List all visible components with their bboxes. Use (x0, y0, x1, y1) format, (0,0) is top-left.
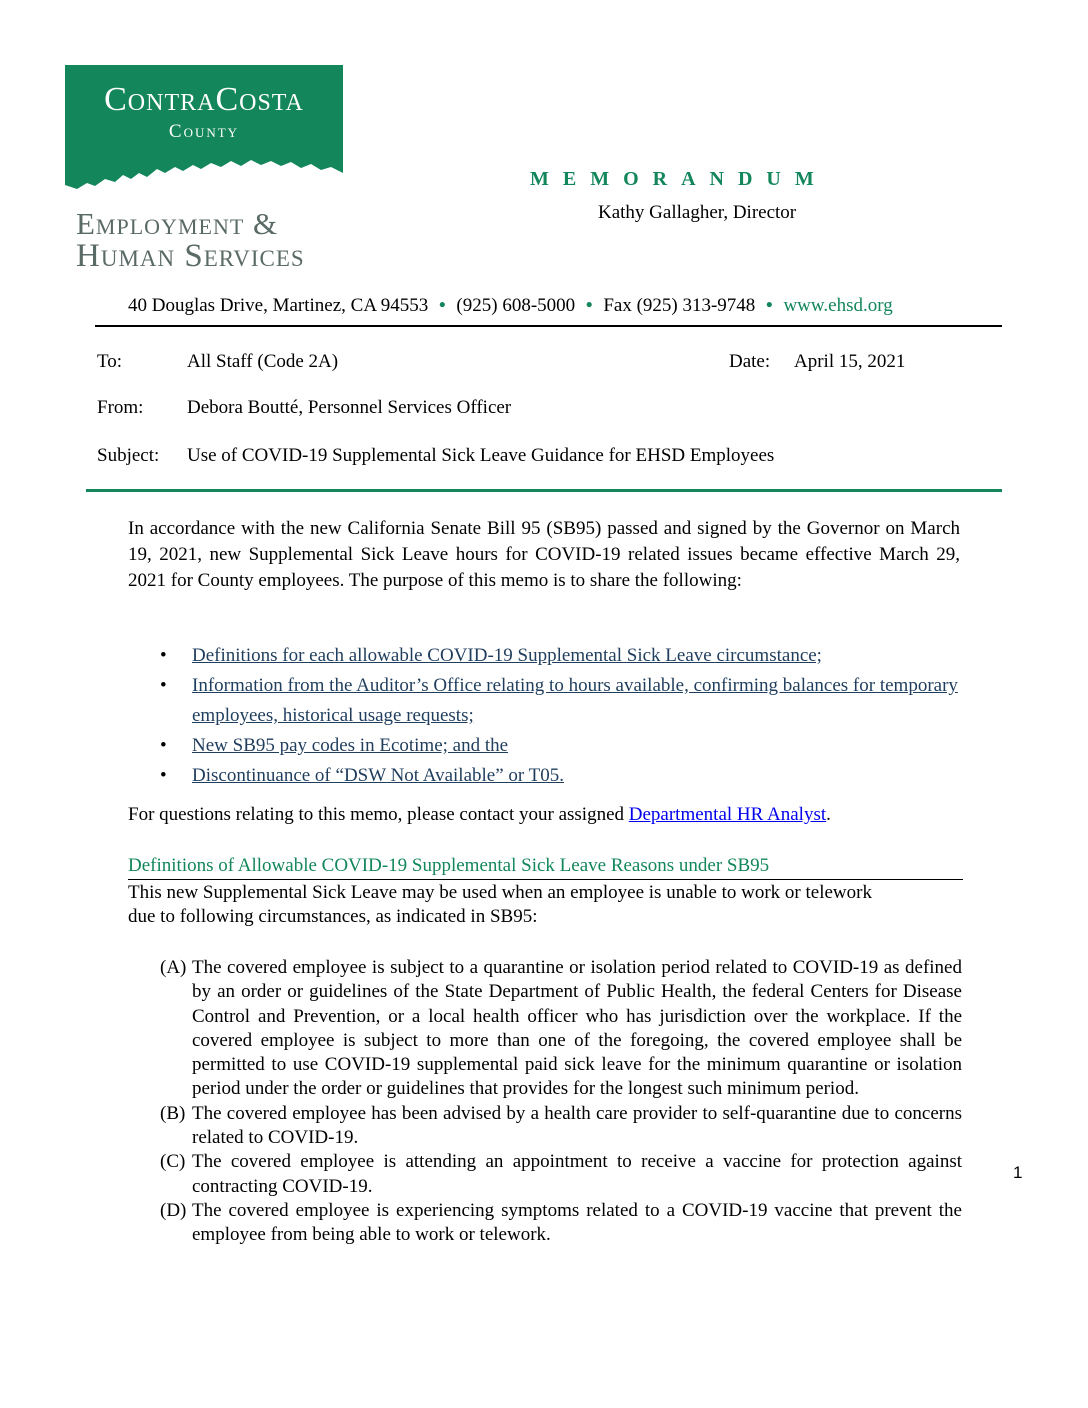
from-value: Debora Boutté, Personnel Services Officer (187, 397, 512, 418)
reason-text: The covered employee is subject to a quarantine or isolation period related to COVID-19 as defined by an order or guidelines of the State Department of Public Health, the federal Centers for Disease Control and Prevention, or a local health officer who has jurisdiction over the workplace. If the covered employee is subject to more than one of the foregoing, the covered employee shall be permitted to use COVID-19 supplemental paid sick leave for the minimum quarantine or isolation period under the order or guidelines that provides for the longest such minimum period. (192, 957, 962, 1100)
divider-thin (128, 879, 963, 880)
hr-analyst-link[interactable]: Departmental HR Analyst (628, 804, 827, 825)
reason-item (160, 956, 962, 1102)
reason-text: The covered employee is experiencing symptoms related to a COVID-19 vaccine that prevent the employee from being able to work or telework. (192, 1199, 962, 1246)
list-item (160, 671, 960, 731)
topic-link-discontinuance[interactable]: Discontinuance of “DSW Not Available” or T05. (192, 765, 564, 786)
separator-dot: • (439, 295, 446, 316)
subject-value: Use of COVID-19 Supplemental Sick Leave Guidance for EHSD Employees (187, 445, 775, 466)
list-item (160, 731, 960, 761)
reason-label: (B) (160, 1102, 186, 1124)
to-value: All Staff (Code 2A) (187, 351, 339, 372)
reason-label: (C) (160, 1151, 186, 1173)
topic-link-definitions[interactable]: Definitions for each allowable COVID-19 Supplemental Sick Leave circumstance; (192, 645, 822, 666)
reason-item (160, 1150, 962, 1199)
reason-item (160, 1199, 962, 1248)
topic-link-auditor-info[interactable]: Information from the Auditor’s Office relating to hours available, confirming balances for temporary employees, historical usage requests; (192, 675, 958, 726)
logo-text-contra-costa: ContraCosta (104, 81, 304, 118)
date-label: Date: (729, 351, 771, 372)
logo-text-human-services: Human Services (76, 238, 305, 274)
topics-list (160, 641, 960, 791)
bullet-icon: • (160, 675, 167, 696)
bullet-icon: • (160, 735, 167, 756)
definitions-heading: Definitions of Allowable COVID-19 Supplemental Sick Leave Reasons under SB95 (128, 855, 770, 876)
memo-title: MEMORANDUM (530, 168, 828, 190)
reason-label: (A) (160, 957, 187, 978)
from-label: From: (97, 397, 144, 418)
website-link[interactable]: www.ehsd.org (783, 295, 893, 316)
date-value: April 15, 2021 (794, 351, 906, 372)
bullet-icon: • (160, 765, 167, 786)
questions-end: . (826, 804, 831, 825)
separator-dot: • (585, 295, 593, 316)
intro-paragraph: In accordance with the new California Senate Bill 95 (SB95) passed and signed by the Governor on March 19, 2021, new Supplemental Sick Leave hours for COVID-19 related issues became effective March 29, 2021 for County employees. The purpose of this memo is to share the following: (128, 518, 960, 591)
bullet-icon: • (160, 645, 167, 666)
questions-line (128, 804, 831, 826)
logo-text-county: County (168, 121, 240, 142)
director-name: Kathy Gallagher, Director (598, 202, 797, 223)
subject-label: Subject: (97, 445, 160, 466)
reason-text: The covered employee is attending an appointment to receive a vaccine for protection against contracting COVID-19. (192, 1151, 962, 1197)
to-label: To: (97, 351, 123, 372)
logo-text-employment: Employment & (76, 206, 279, 241)
street-address: 40 Douglas Drive, Martinez, CA 94553 (128, 295, 429, 316)
county-logo (65, 65, 343, 205)
page-number: 1 (1013, 1163, 1023, 1182)
list-item (160, 761, 960, 791)
reason-text: The covered employee has been advised by a health care provider to self-quarantine due to concerns related to COVID-19. (192, 1102, 962, 1149)
topic-link-pay-codes[interactable]: New SB95 pay codes in Ecotime; and the (192, 735, 509, 756)
divider-black (95, 325, 1002, 327)
definitions-intro: This new Supplemental Sick Leave may be used when an employee is unable to work or telework due to following circumstances, as indicated in SB95: (128, 882, 872, 927)
separator-dot: • (766, 295, 773, 316)
reason-item (160, 1102, 962, 1151)
fax-number: Fax (925) 313-9748 (603, 295, 756, 316)
list-item (160, 641, 960, 671)
reason-label: (D) (160, 1199, 187, 1221)
address-line (128, 295, 893, 317)
phone-number: (925) 608-5000 (456, 295, 576, 316)
questions-text: For questions relating to this memo, please contact your assigned (128, 804, 625, 825)
divider-green (86, 489, 1002, 492)
reasons-list (160, 956, 962, 1248)
